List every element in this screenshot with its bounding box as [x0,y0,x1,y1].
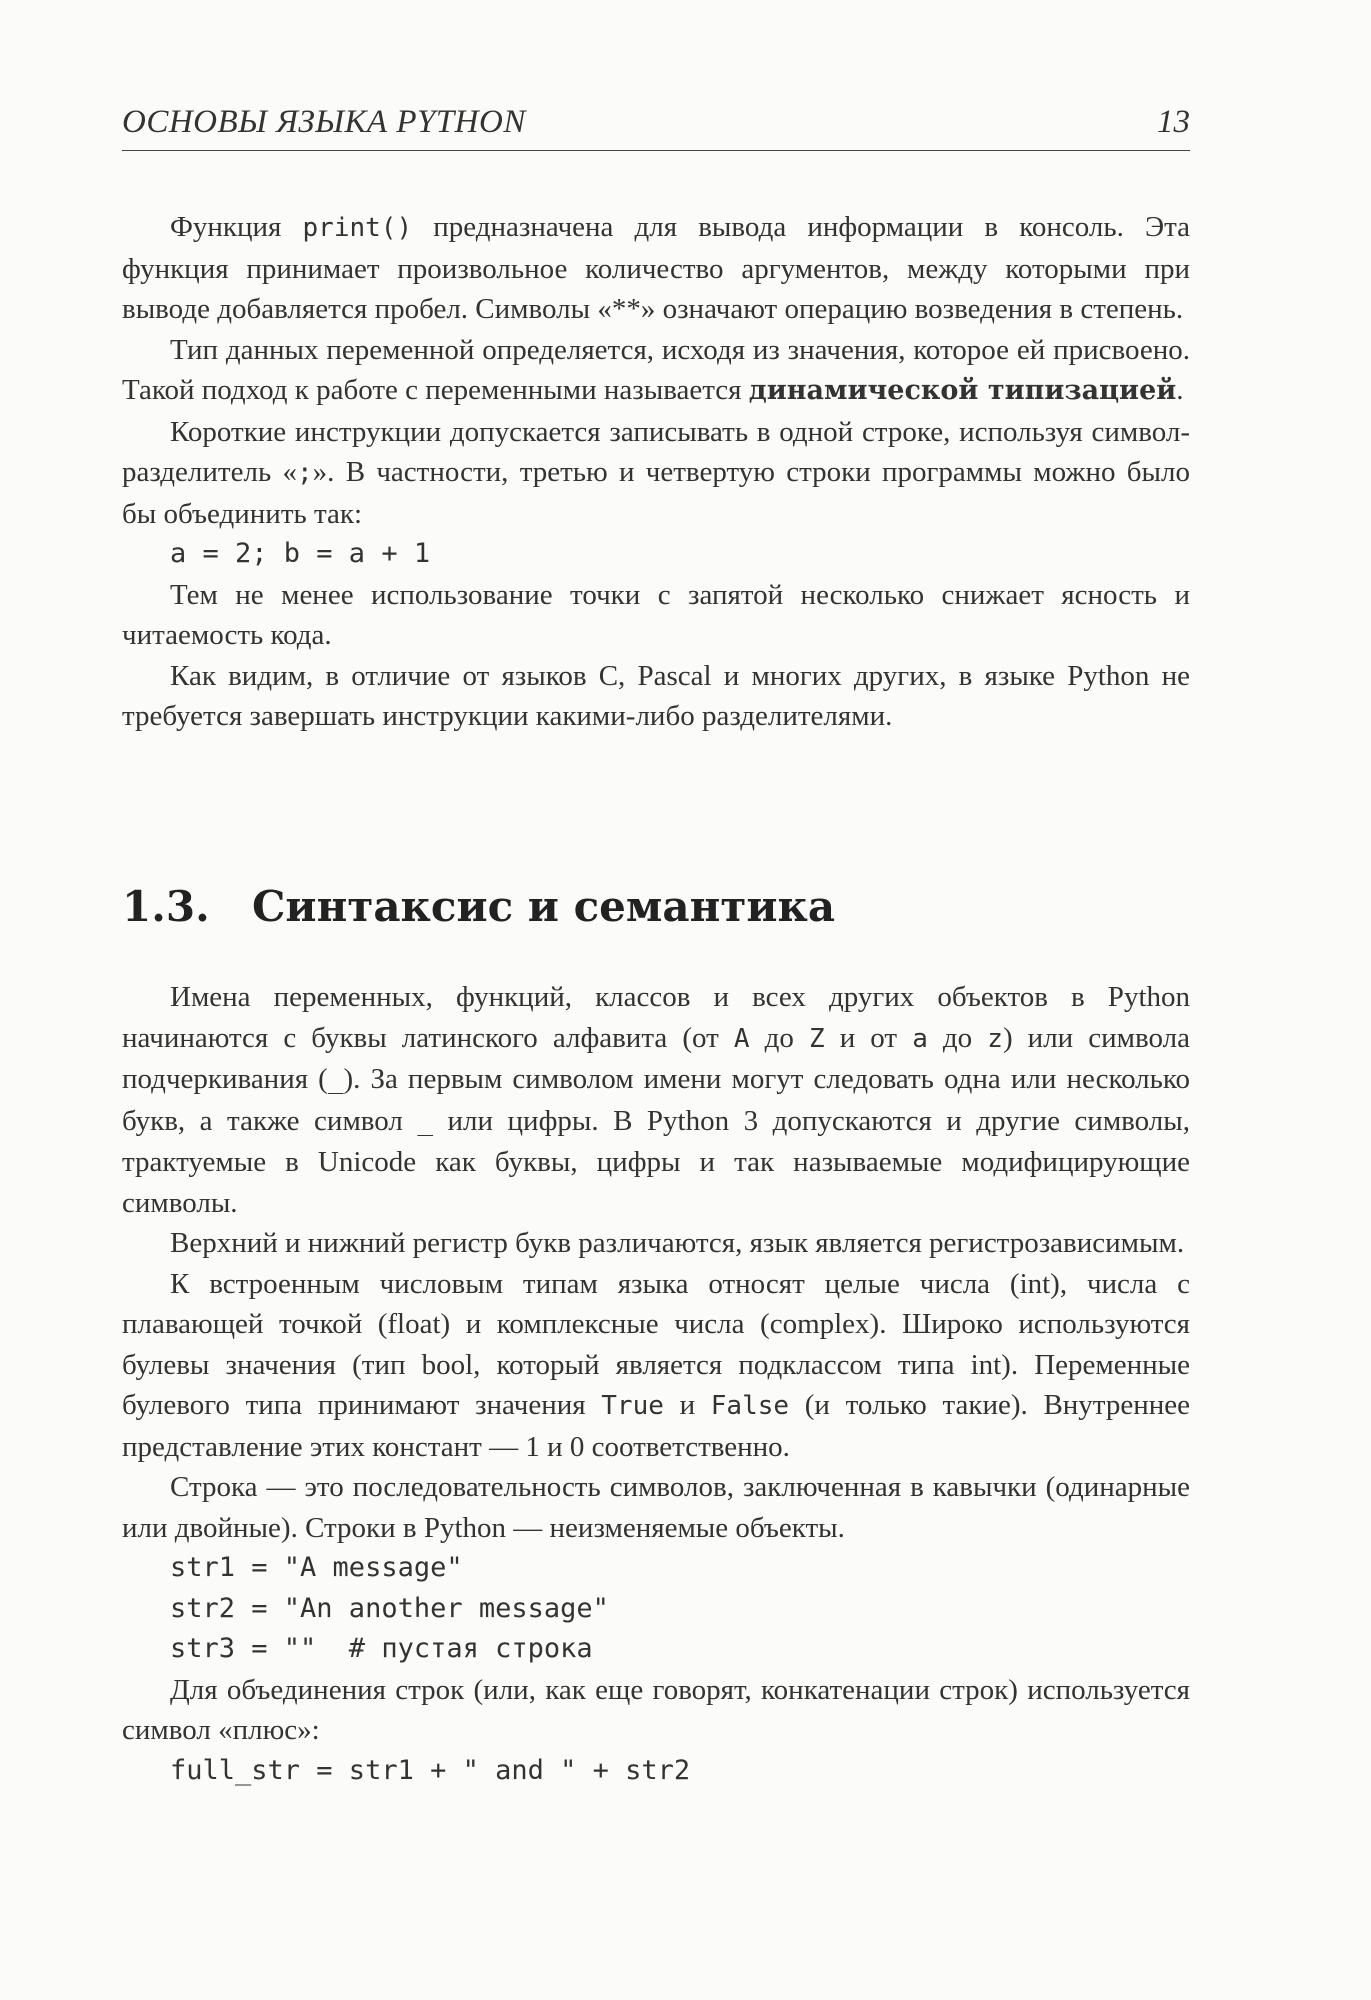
inline-code-semicolon: ; [296,458,313,488]
paragraph-strings: Строка — это последовательность символов, заключенная в кавычки (одинарные или двойные). Строки в Python — неизменяемые объекты. [122,1471,1190,1544]
inline-code-print: print() [302,213,413,243]
paragraph-numeric-types: К встроенным числовым типам языка относят целые числа (int), числа с плавающей точкой (float) и комплексные числа (complex). Широко используются булевы значения (тип bool, который является подклассом типа int). Переменные булевого типа принимают значения True и False (и только такие). Внутреннее представление этих констант — 1 и 0 соответственно. [122,1267,1190,1463]
section-title: Синтаксис и семантика [252,882,836,931]
bold-term: динамической типизацией [748,375,1177,406]
page-number: 13 [1157,104,1190,140]
code-line-str1: str1 = "A message" [170,1552,463,1583]
paragraph-concatenation: Для объединения строк (или, как еще говорят, конкатенации строк) используется символ «плюс»: [122,1673,1190,1746]
paragraph-identifiers: Имена переменных, функций, классов и всех других объектов в Python начинаются с буквы латинского алфавита (от A до Z и от a до z) или символа подчеркивания (_). За первым символом имени могут следовать одна или несколько букв, а также символ _ или цифры. В Python 3 допускаются и другие символы, трактуемые в Unicode как буквы, цифры и так называемые модифицирующие символы. [122,981,1190,1219]
code-line-str2: str2 = "An another message" [170,1592,609,1624]
running-header [122,100,1190,151]
text-block-top [122,207,1190,737]
paragraph-readability: Тем не менее использование точки с запятой несколько снижает ясность и читаемость кода. [122,578,1190,651]
section-number: 1.3. [122,882,210,931]
code-line-full-str: full_str = str1 + " and " + str2 [170,1754,691,1786]
section-heading [122,882,835,931]
paragraph-print-function: Функция print() предназначена для вывода информации в консоль. Эта функция принимает произвольное количество аргументов, между которыми при выводе добавляется пробел. Символы «**» означают операцию возведения в степень. [122,211,1190,325]
code-example-semicolon: a = 2; b = a + 1 [170,538,431,569]
paragraph-semicolon: Короткие инструкции допускается записывать в одной строке, используя символ-разделитель «;». В частности, третью и четвертую строки программы можно было бы объединить так: [122,415,1191,530]
code-line-str3: str3 = "" # пустая строка [170,1633,593,1664]
text-block-bottom [122,977,1190,1791]
running-title: ОСНОВЫ ЯЗЫКА PYTHON [122,104,526,140]
paragraph-no-separators: Как видим, в отличие от языков C, Pascal и многих других, в языке Python не требуется завершать инструкции какими-либо разделителями. [122,659,1190,732]
paragraph-dynamic-typing: Тип данных переменной определяется, исходя из значения, которое ей присвоено. Такой подход к работе с переменными называется динамической типизацией. [122,333,1190,406]
paragraph-case-sensitivity: Верхний и нижний регистр букв различаются, язык является регистрозависимым. [170,1227,1185,1259]
